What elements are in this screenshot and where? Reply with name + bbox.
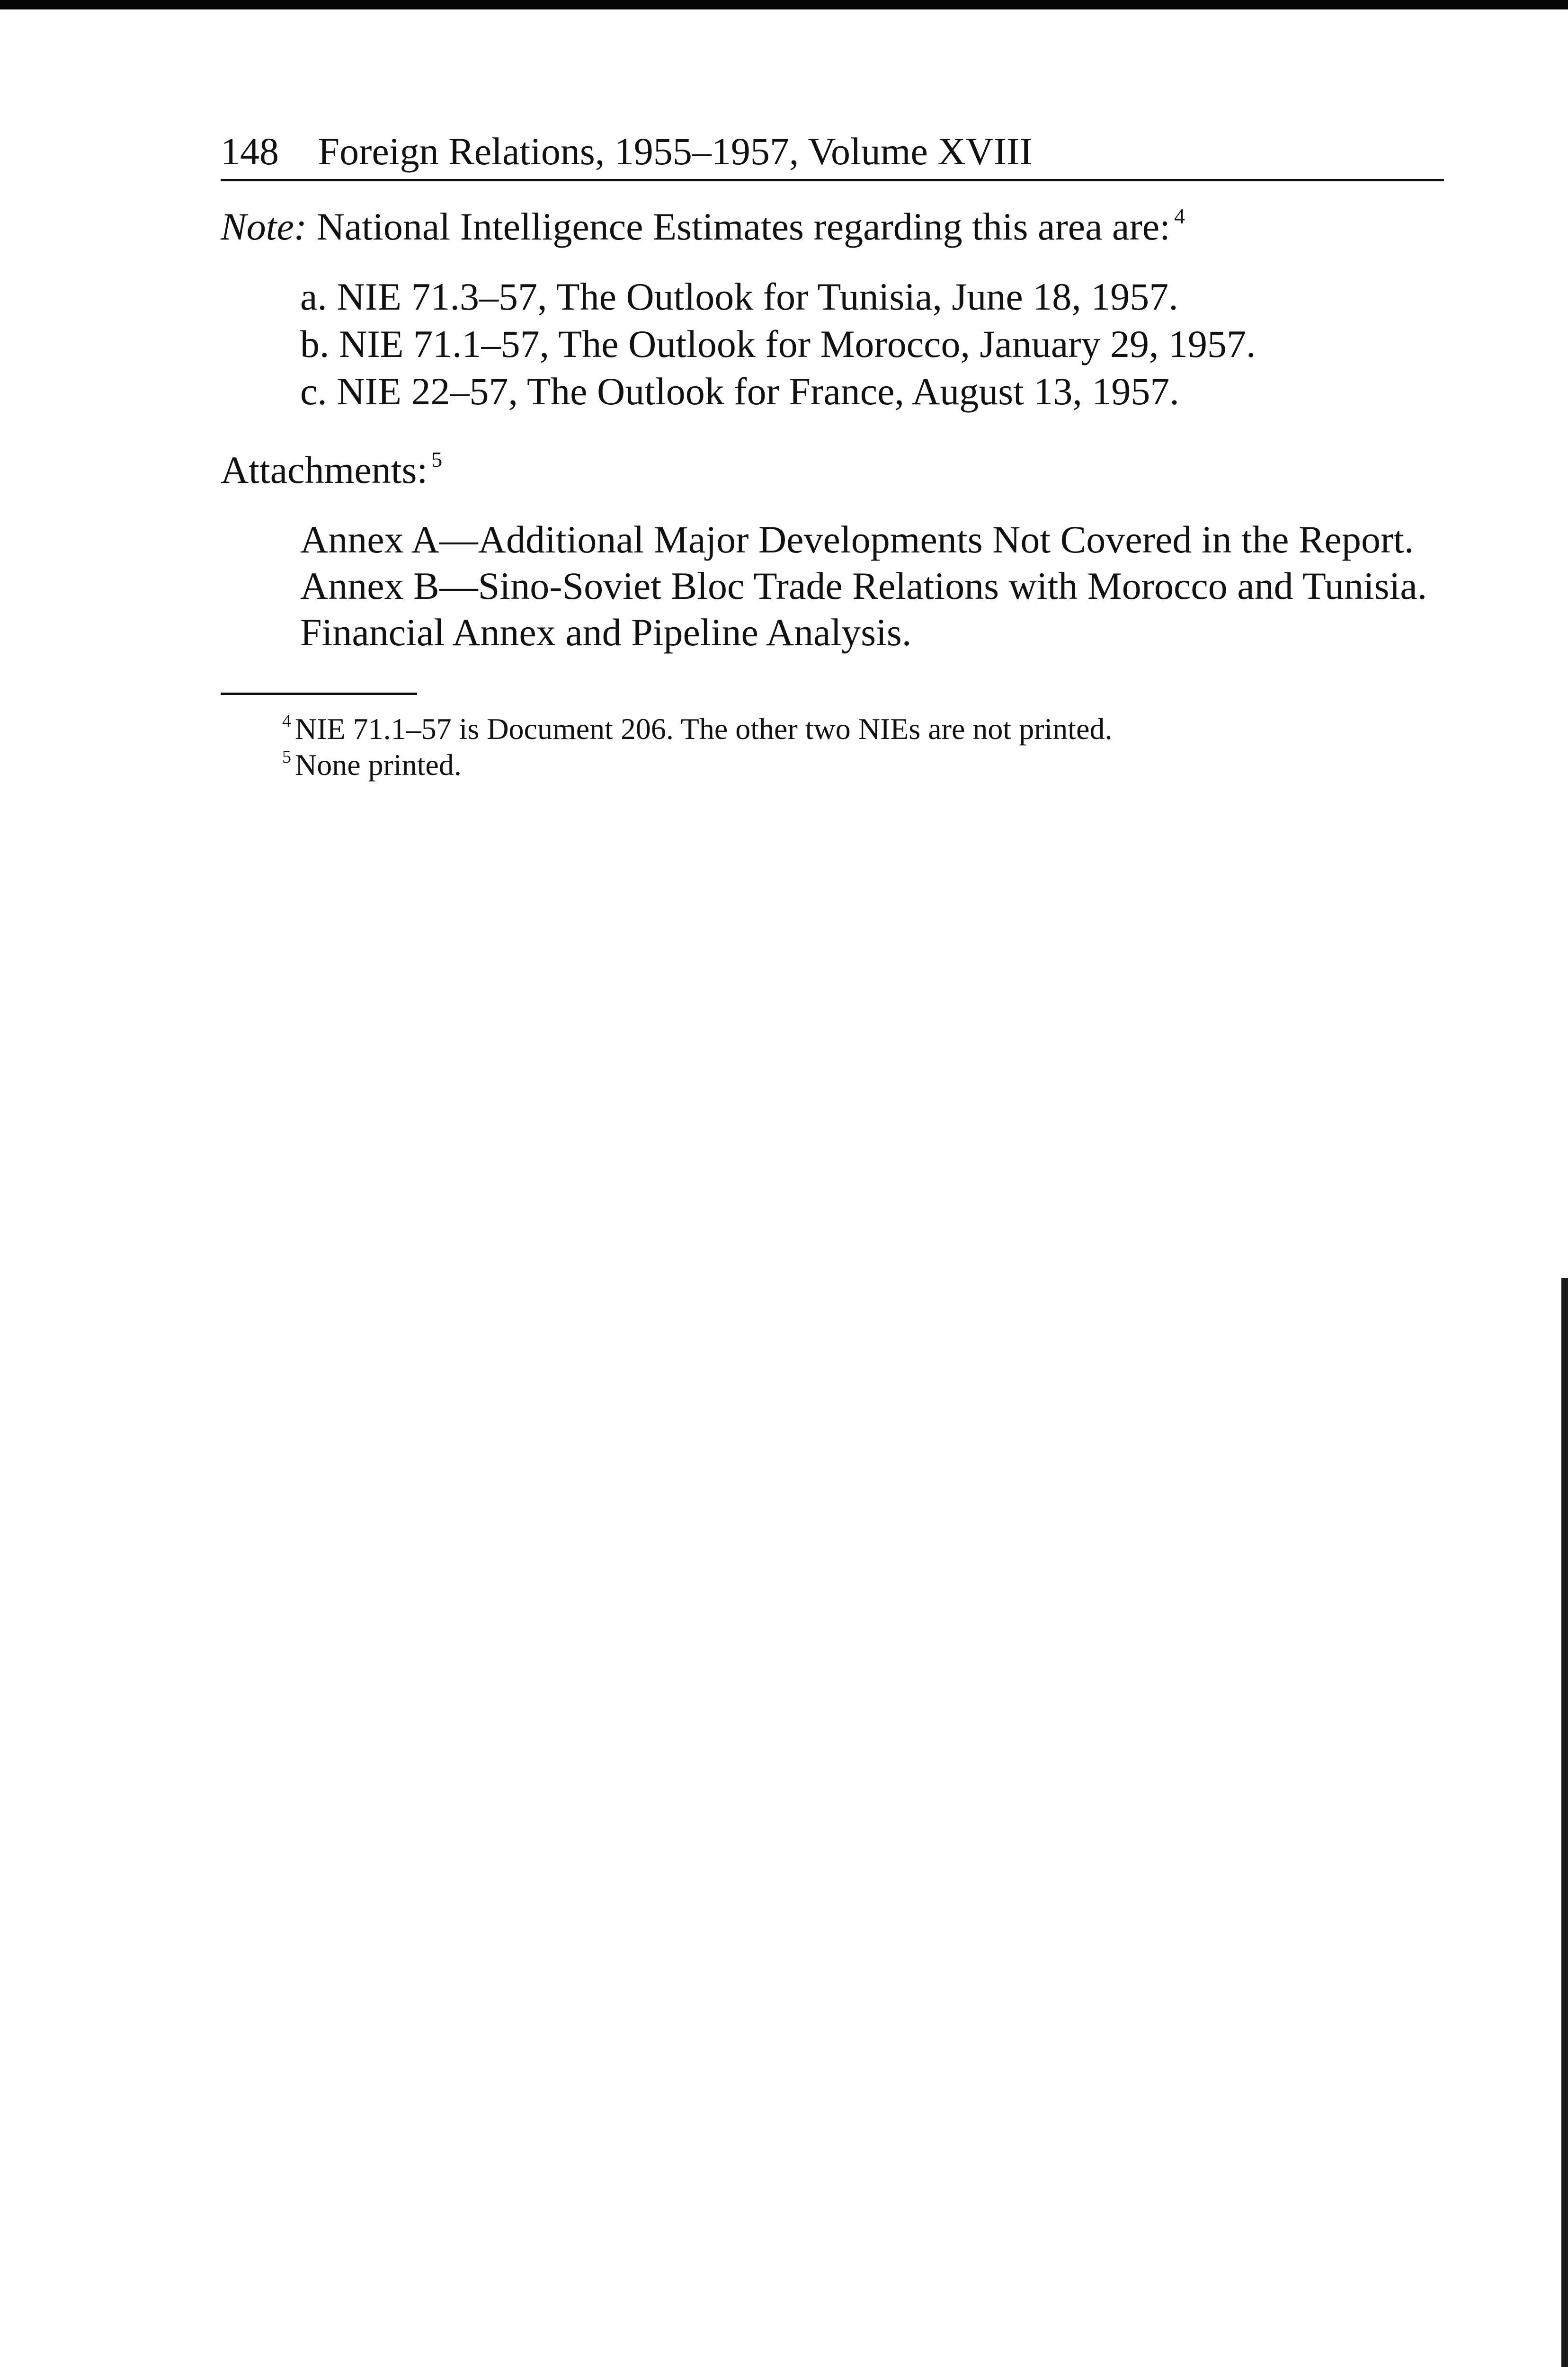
- volume-title: Foreign Relations, 1955–1957, Volume XVIII: [318, 130, 1033, 173]
- footnote-ref-5: 5: [431, 447, 443, 472]
- note-text: National Intelligence Estimates regarding this area are:: [316, 205, 1170, 248]
- list-item: c. NIE 22–57, The Outlook for France, August 13, 1957.: [300, 370, 1179, 413]
- attachment-item: Financial Annex and Pipeline Analysis.: [300, 611, 912, 654]
- footnote-ref-4: 4: [1174, 204, 1185, 228]
- estimates-list: [221, 273, 1444, 415]
- scan-edge-right: [1561, 1278, 1568, 2367]
- running-head: [221, 128, 1444, 181]
- scan-edge-top: [0, 0, 1568, 9]
- footnote: [282, 747, 1444, 783]
- page-number: 148: [221, 130, 279, 173]
- note-paragraph: [221, 203, 1444, 250]
- attachment-item: Annex B—Sino-Soviet Bloc Trade Relations with Morocco and Tunisia.: [300, 564, 1427, 607]
- attachments-list: [221, 516, 1444, 656]
- footnote: [282, 711, 1444, 747]
- footnote-text: NIE 71.1–57 is Document 206. The other two NIEs are not printed.: [295, 712, 1113, 746]
- document-page: [221, 128, 1444, 783]
- footnote-marker: 5: [282, 747, 291, 767]
- note-label: Note:: [221, 205, 307, 248]
- attachments-heading: [221, 446, 1444, 494]
- attachments-label: Attachments:: [221, 448, 428, 491]
- attachment-item: Annex A—Additional Major Developments Not Covered in the Report.: [300, 518, 1414, 561]
- footnote-divider: [221, 693, 417, 695]
- list-item: a. NIE 71.3–57, The Outlook for Tunisia, June 18, 1957.: [300, 275, 1178, 318]
- footnote-marker: 4: [282, 711, 291, 731]
- footnotes: [221, 711, 1444, 783]
- list-item: b. NIE 71.1–57, The Outlook for Morocco, January 29, 1957.: [300, 322, 1256, 365]
- footnote-text: None printed.: [295, 748, 462, 782]
